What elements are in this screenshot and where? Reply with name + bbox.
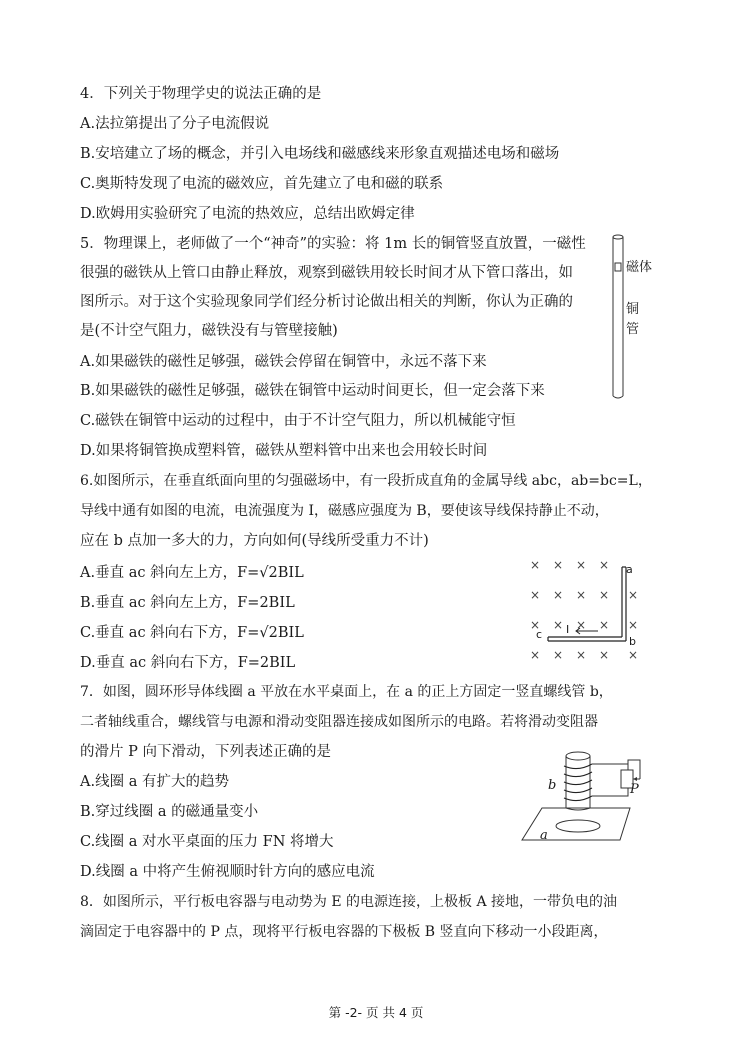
svg-text:×: × — [628, 588, 639, 602]
coil-a — [556, 820, 600, 832]
q7-option-c: C.线圈 a 对水平桌面的压力 FN 将增大 — [80, 834, 334, 850]
q6-stem-line3: 应在 b 点加一多大的力，方向如何(导线所受重力不计) — [80, 533, 429, 549]
q6-option-b: B.垂直 ac 斜向左上方，F=2BIL — [80, 595, 295, 611]
svg-text:×: × — [576, 588, 587, 602]
q7-option-d: D.线圈 a 中将产生俯视顺时针方向的感应电流 — [80, 864, 375, 880]
svg-text:×: × — [553, 558, 564, 572]
svg-text:×: × — [553, 648, 564, 662]
svg-text:×: × — [530, 618, 541, 632]
q6-label-c: c — [536, 628, 543, 641]
svg-text:×: × — [553, 588, 564, 602]
q6-label-current: I — [566, 623, 570, 636]
q7-option-b: B.穿过线圈 a 的磁通量变小 — [80, 804, 259, 820]
q7-label-p: P — [630, 782, 639, 797]
q7-stem-line2: 二者轴线重合，螺线管与电源和滑动变阻器连接成如图所示的电路。若将滑动变阻器 — [80, 714, 598, 730]
q5-label-magnet: 磁体 — [626, 260, 653, 275]
page-footer: 第 -2- 页 共 4 页 — [328, 1005, 424, 1020]
svg-text:×: × — [599, 618, 610, 632]
q5-option-d: D.如果将铜管换成塑料管，磁铁从塑料管中出来也会用较长时间 — [80, 443, 488, 459]
q7-label-a: a — [540, 828, 548, 843]
q5-stem-line2: 很强的磁铁从上管口由静止释放，观察到磁铁用较长时间才从下管口落出，如 — [80, 265, 573, 281]
q7-stem-line1: 7．如图，圆环形导体线圈 a 平放在水平桌面上，在 a 的正上方固定一竖直螺线管 b， — [80, 684, 613, 700]
q6-option-a: A.垂直 ac 斜向左上方，F=√2BIL — [80, 565, 304, 581]
q8-stem-line2: 滴固定于电容器中的 P 点，现将平行板电容器的下极板 B 竖直向下移动一小段距离， — [80, 924, 608, 940]
q6-label-a: a — [626, 563, 633, 576]
svg-text:×: × — [599, 558, 610, 572]
svg-text:×: × — [530, 588, 541, 602]
q5-stem-line4: 是(不计空气阻力，磁铁没有与管壁接触) — [80, 323, 338, 339]
svg-text:×: × — [530, 558, 541, 572]
q5-option-b: B.如果磁铁的磁性足够强，磁铁在铜管中运动时间更长，但一定会落下来 — [80, 383, 545, 399]
q5-stem-line3: 图所示。对于这个实验现象同学们经分析讨论做出相关的判断，你认为正确的 — [80, 294, 573, 310]
svg-text:×: × — [576, 618, 587, 632]
q5-stem-line1: 5．物理课上，老师做了一个“神奇”的实验：将 1m 长的铜管竖直放置，一磁性 — [80, 236, 586, 252]
q4-option-b: B.安培建立了场的概念，并引入电场线和磁感线来形象直观描述电场和磁场 — [80, 146, 560, 162]
q7-stem-line3: 的滑片 P 向下滑动，下列表述正确的是 — [80, 744, 331, 760]
svg-text:×: × — [553, 618, 564, 632]
q7-label-b: b — [548, 778, 557, 793]
q4-option-d: D.欧姆用实验研究了电流的热效应，总结出欧姆定律 — [80, 206, 415, 222]
svg-text:×: × — [599, 648, 610, 662]
q6-option-c: C.垂直 ac 斜向右下方，F=√2BIL — [80, 625, 304, 641]
q6-option-d: D.垂直 ac 斜向右下方，F=2BIL — [80, 655, 296, 671]
table-surface — [522, 808, 630, 840]
q6-label-b: b — [629, 635, 636, 648]
q5-option-a: A.如果磁铁的磁性足够强，磁铁会停留在铜管中，永远不落下来 — [80, 354, 487, 370]
q5-option-c: C.磁铁在铜管中运动的过程中，由于不计空气阻力，所以机械能守恒 — [80, 413, 516, 429]
svg-text:×: × — [576, 558, 587, 572]
magnet-icon — [615, 263, 621, 271]
q8-stem-line1: 8．如图所示，平行板电容器与电动势为 E 的电源连接，上极板 A 接地，一带负电的油 — [80, 894, 618, 910]
q4-option-a: A.法拉第提出了分子电流假说 — [80, 116, 270, 132]
svg-text:×: × — [576, 648, 587, 662]
q6-stem-line2: 导线中通有如图的电流，电流强度为 I，磁感应强度为 B，要使该导线保持静止不动， — [80, 503, 609, 519]
q4-stem: 4．下列关于物理学史的说法正确的是 — [80, 86, 322, 102]
q4-option-c: C.奥斯特发现了电流的磁效应，首先建立了电和磁的联系 — [80, 176, 444, 192]
q5-label-pipe-1: 铜 — [626, 302, 640, 317]
svg-text:×: × — [628, 648, 639, 662]
svg-text:×: × — [599, 588, 610, 602]
q7-option-a: A.线圈 a 有扩大的趋势 — [80, 774, 229, 790]
svg-text:×: × — [628, 618, 639, 632]
solenoid-coil-b — [564, 764, 592, 801]
svg-text:×: × — [530, 648, 541, 662]
q5-label-pipe-2: 管 — [626, 322, 640, 337]
q6-stem-line1: 6.如图所示，在垂直纸面向里的匀强磁场中，有一段折成直角的金属导线 abc，ab=bc=L， — [80, 473, 652, 489]
